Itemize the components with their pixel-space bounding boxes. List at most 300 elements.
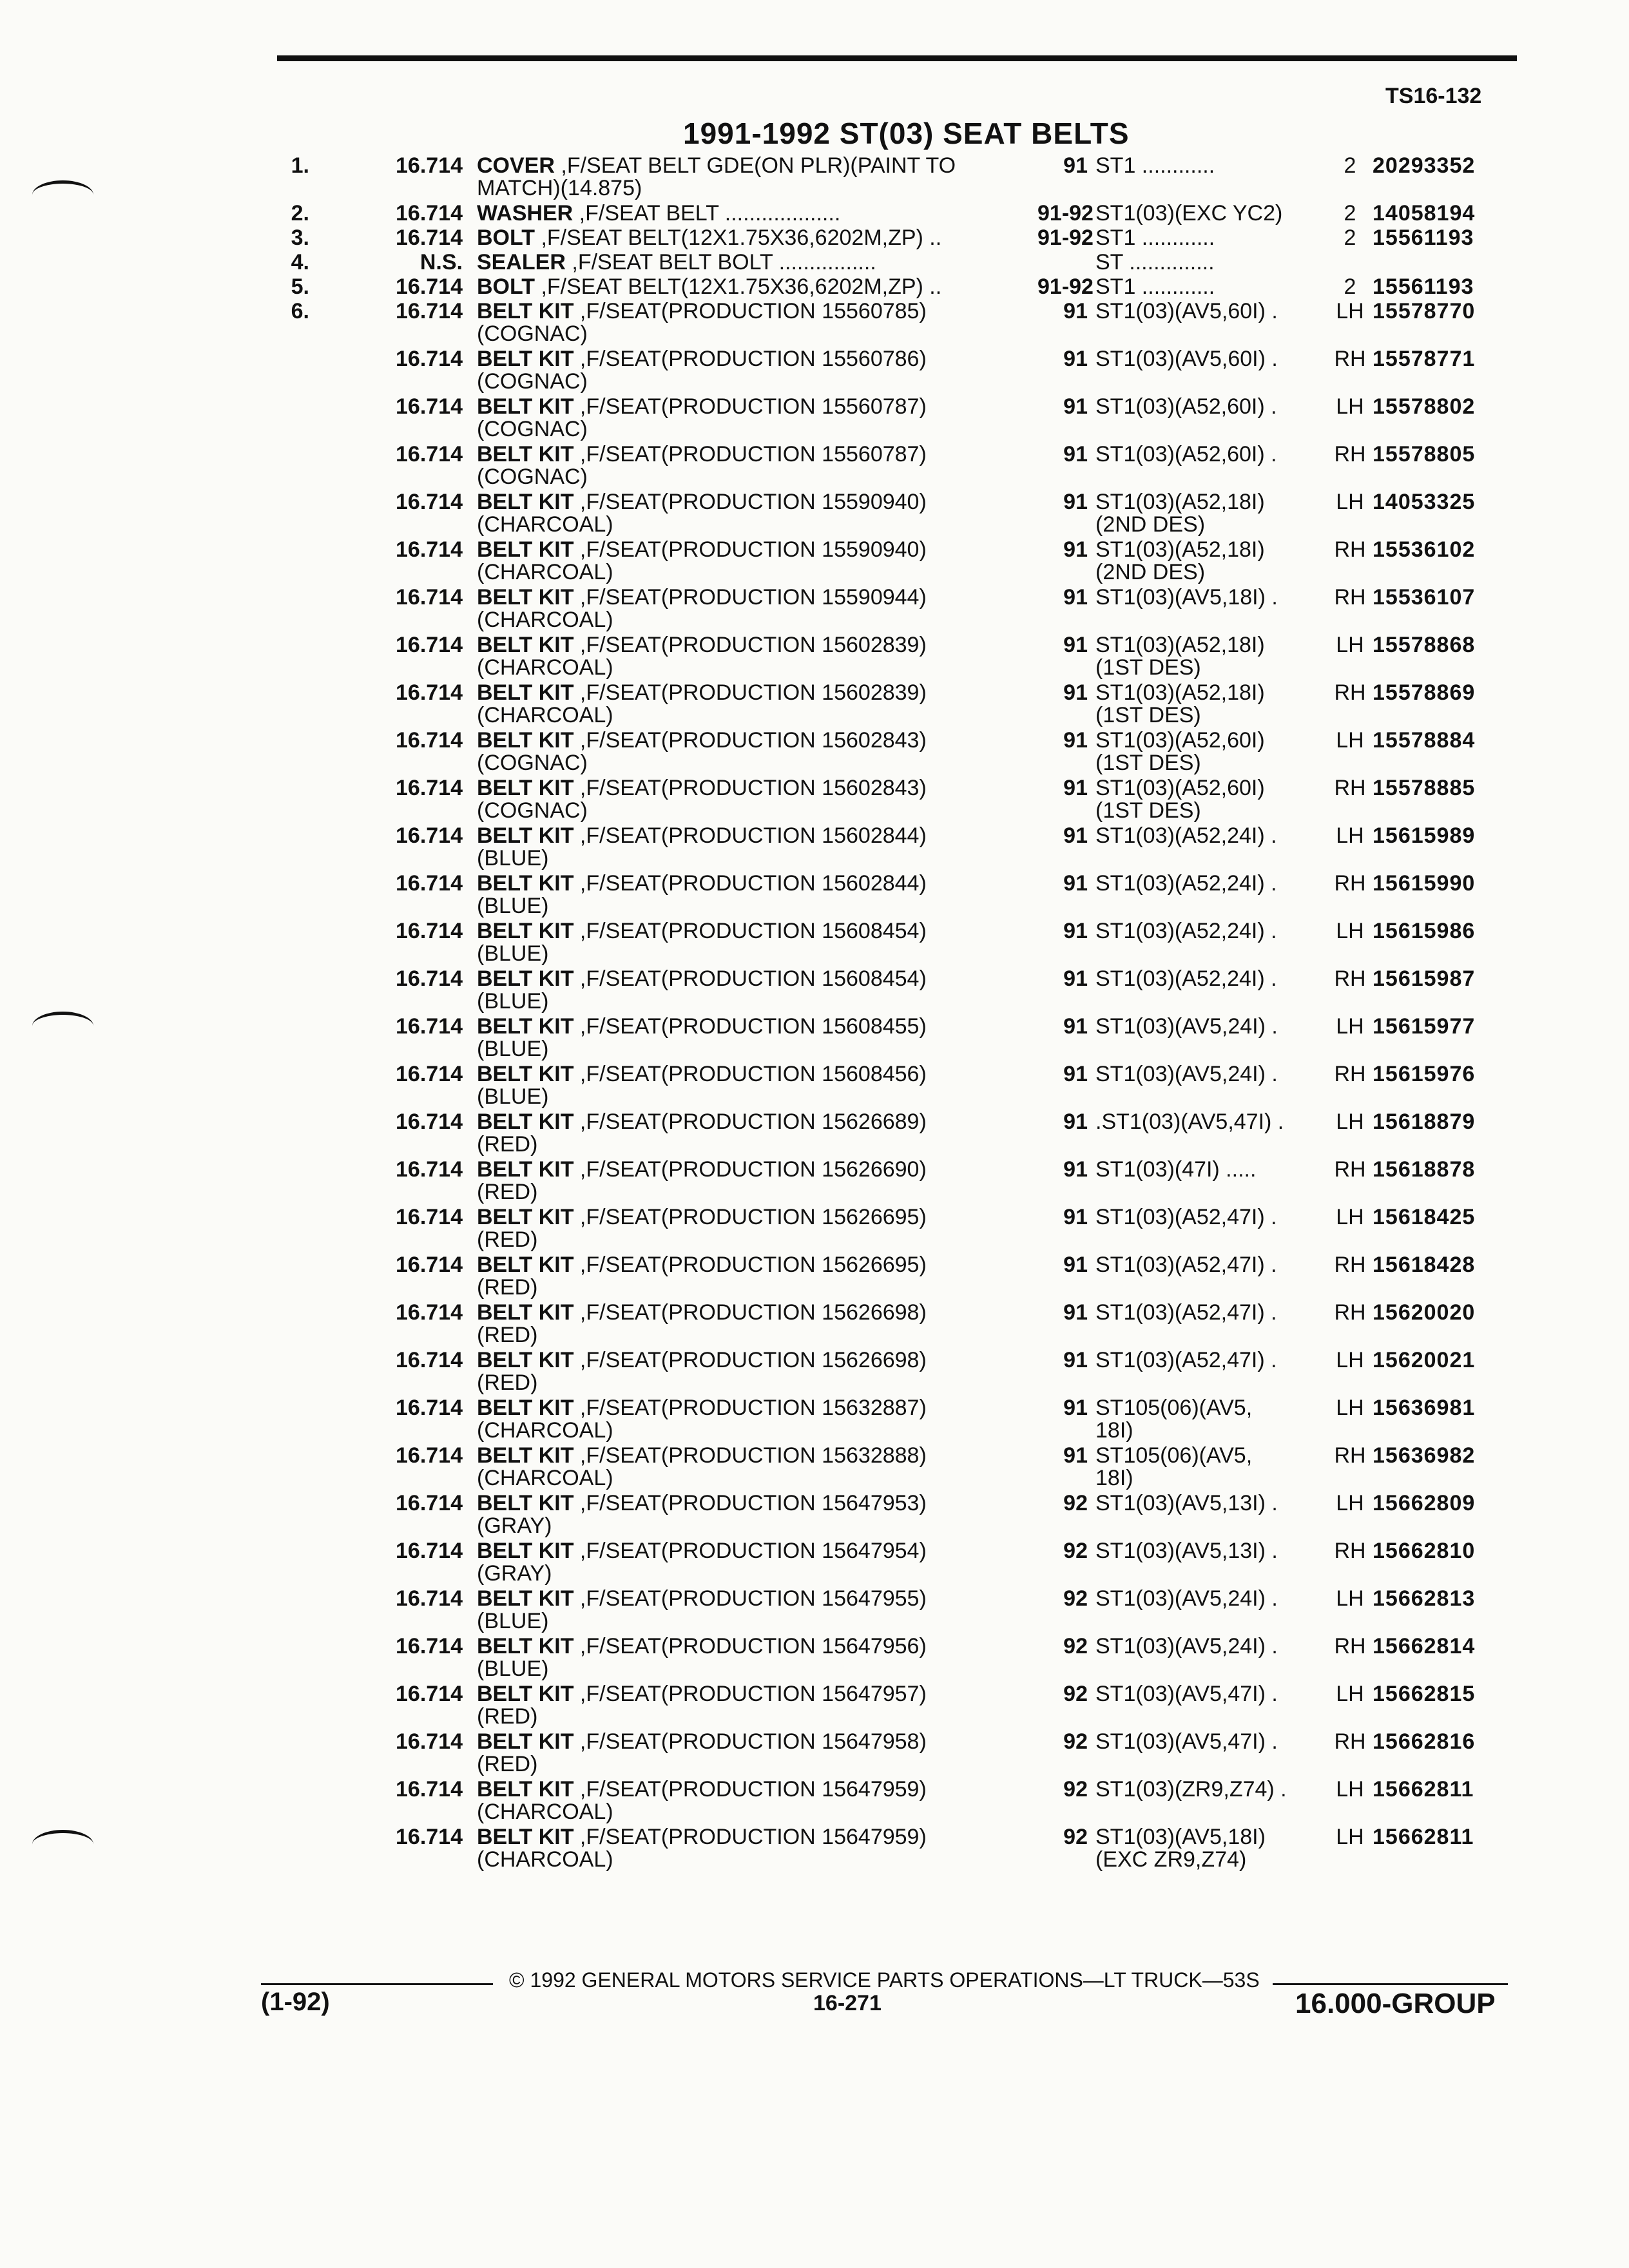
application xyxy=(1095,1302,1327,1349)
part-number: 15615977 xyxy=(1373,1014,1476,1039)
part-name: BELT KIT xyxy=(477,728,574,753)
group-number: 16.714 xyxy=(396,1110,463,1134)
application-line1: ST1(03)(A52,24I) . xyxy=(1095,871,1277,896)
application-line2: 18I) xyxy=(1095,1466,1133,1490)
item-number xyxy=(0,1015,322,1063)
quantity-side: RH xyxy=(1334,1062,1366,1086)
part-row xyxy=(0,1206,1629,1254)
part-row xyxy=(0,155,1629,202)
group-number: 16.714 xyxy=(396,1777,463,1802)
part-number: 15636981 xyxy=(1373,1396,1476,1420)
group-number: 16.714 xyxy=(396,201,463,226)
quantity-side: RH xyxy=(1334,442,1366,466)
group-number: 16.714 xyxy=(396,1300,463,1325)
part-description xyxy=(477,348,1037,396)
model-year: 91 xyxy=(1063,1157,1088,1182)
application xyxy=(1095,634,1327,682)
part-desc: ,F/SEAT(PRODUCTION 15560785) xyxy=(574,299,927,323)
application xyxy=(1095,348,1327,396)
model-year: 92 xyxy=(1063,1825,1088,1849)
application xyxy=(1095,1826,1327,1874)
part-number: 15578802 xyxy=(1373,394,1476,419)
part-desc: ,F/SEAT BELT ................... xyxy=(573,201,841,226)
part-desc-line2: (CHARCOAL) xyxy=(477,1466,613,1490)
part-description xyxy=(477,777,1037,825)
part-row xyxy=(0,539,1629,586)
item-number: 4. xyxy=(291,250,309,274)
item-number xyxy=(0,825,322,872)
application-line1: ST1(03)(AV5,24I) . xyxy=(1095,1586,1278,1611)
part-description xyxy=(477,1206,1037,1254)
part-row xyxy=(0,1731,1629,1778)
part-description xyxy=(477,251,1037,276)
part-row xyxy=(0,1588,1629,1635)
quantity-side: 2 xyxy=(1344,201,1356,226)
group-number: 16.714 xyxy=(396,1491,463,1515)
part-desc: ,F/SEAT(PRODUCTION 15647956) xyxy=(574,1634,927,1658)
part-desc-line2: (RED) xyxy=(477,1132,538,1157)
part-row xyxy=(0,872,1629,920)
part-row xyxy=(0,682,1629,729)
part-desc-line2: (BLUE) xyxy=(477,989,549,1014)
application-line1: ST1(03)(AV5,13I) . xyxy=(1095,1539,1278,1563)
application xyxy=(1095,396,1327,443)
part-desc-line2: (BLUE) xyxy=(477,1084,549,1109)
part-name: BELT KIT xyxy=(477,1157,574,1182)
part-desc: ,F/SEAT(PRODUCTION 15626698) xyxy=(574,1300,927,1325)
part-description xyxy=(477,682,1037,729)
item-number xyxy=(0,1635,322,1683)
model-year: 92 xyxy=(1063,1729,1088,1754)
quantity-side: RH xyxy=(1334,680,1366,705)
part-name: BELT KIT xyxy=(477,1348,574,1372)
part-number: 15636982 xyxy=(1373,1443,1476,1468)
quantity-side xyxy=(1327,251,1373,276)
group-number: 16.714 xyxy=(396,537,463,562)
part-number: 15615990 xyxy=(1373,871,1476,896)
part-row xyxy=(0,1540,1629,1588)
item-number xyxy=(0,348,322,396)
part-name: BELT KIT xyxy=(477,680,574,705)
part-name: BELT KIT xyxy=(477,919,574,943)
footer-page-number: 16-271 xyxy=(813,1991,882,2015)
part-desc: ,F/SEAT(PRODUCTION 15626698) xyxy=(574,1348,927,1372)
model-year: 91 xyxy=(1063,394,1088,419)
quantity-side: RH xyxy=(1334,1634,1366,1658)
part-desc-line2: (BLUE) xyxy=(477,894,549,918)
quantity-side: LH xyxy=(1336,1348,1364,1372)
part-row xyxy=(0,348,1629,396)
part-description xyxy=(477,634,1037,682)
part-row xyxy=(0,1111,1629,1158)
part-name: BELT KIT xyxy=(477,442,574,466)
part-number: 15662814 xyxy=(1373,1634,1476,1658)
application xyxy=(1095,1111,1327,1158)
part-description xyxy=(477,1588,1037,1635)
part-desc: ,F/SEAT BELT(12X1.75X36,6202M,ZP) .. xyxy=(535,226,942,250)
part-description xyxy=(477,443,1037,491)
quantity-side: RH xyxy=(1334,1300,1366,1325)
part-description xyxy=(477,1445,1037,1492)
part-name: BELT KIT xyxy=(477,1205,574,1229)
part-row xyxy=(0,586,1629,634)
application xyxy=(1095,300,1327,348)
part-row xyxy=(0,227,1629,251)
part-number: 15536107 xyxy=(1373,585,1476,610)
quantity-side: RH xyxy=(1334,776,1366,800)
model-year: 91 xyxy=(1063,1062,1088,1086)
application-line1: ST1(03)(AV5,24I) . xyxy=(1095,1634,1278,1658)
group-number: 16.714 xyxy=(396,1396,463,1420)
model-year: 91 xyxy=(1063,1396,1088,1420)
part-description xyxy=(477,1111,1037,1158)
model-year: 91 xyxy=(1063,633,1088,657)
model-year: 91-92 xyxy=(1037,201,1094,226)
part-description xyxy=(477,586,1037,634)
group-number: 16.714 xyxy=(396,919,463,943)
footer-copyright: © 1992 GENERAL MOTORS SERVICE PARTS OPERATIONS—LT TRUCK—53S xyxy=(509,1968,1260,1992)
application xyxy=(1095,1015,1327,1063)
part-row xyxy=(0,777,1629,825)
model-year xyxy=(1037,251,1095,276)
item-number xyxy=(0,1158,322,1206)
part-description xyxy=(477,227,1037,251)
part-number: 15662811 xyxy=(1373,1825,1474,1849)
part-number: 15561193 xyxy=(1373,274,1474,299)
part-number: 15578884 xyxy=(1373,728,1476,753)
part-number: 15561193 xyxy=(1373,226,1474,250)
part-desc: ,F/SEAT(PRODUCTION 15626690) xyxy=(574,1157,927,1182)
part-name: BELT KIT xyxy=(477,347,574,371)
part-description xyxy=(477,491,1037,539)
part-description xyxy=(477,1492,1037,1540)
part-number: 15578885 xyxy=(1373,776,1476,800)
part-desc: ,F/SEAT(PRODUCTION 15608456) xyxy=(574,1062,927,1086)
part-desc: ,F/SEAT(PRODUCTION 15647957) xyxy=(574,1682,927,1706)
group-number: 16.714 xyxy=(396,1205,463,1229)
model-year: 91 xyxy=(1063,728,1088,753)
group-number: 16.714 xyxy=(396,633,463,657)
group-number: 16.714 xyxy=(396,347,463,371)
part-number: 15578771 xyxy=(1373,347,1476,371)
part-row xyxy=(0,1445,1629,1492)
quantity-side: LH xyxy=(1336,1205,1364,1229)
part-desc-line2: (RED) xyxy=(477,1704,538,1729)
part-desc-line2: (CHARCOAL) xyxy=(477,512,613,537)
part-name: BELT KIT xyxy=(477,299,574,323)
part-row xyxy=(0,1683,1629,1731)
part-number: 15662813 xyxy=(1373,1586,1476,1611)
part-description xyxy=(477,729,1037,777)
model-year: 92 xyxy=(1063,1586,1088,1611)
item-number xyxy=(0,491,322,539)
part-name: BOLT xyxy=(477,274,535,299)
application-line1: ST1(03)(AV5,18I) . xyxy=(1095,585,1278,610)
item-number: 2. xyxy=(291,201,309,226)
group-number: 16.714 xyxy=(396,1157,463,1182)
application xyxy=(1095,968,1327,1015)
model-year: 92 xyxy=(1063,1539,1088,1563)
model-year: 91 xyxy=(1063,1014,1088,1039)
quantity-side: LH xyxy=(1336,1491,1364,1515)
application-line1: ST1(03)(A52,47I) . xyxy=(1095,1253,1277,1277)
application xyxy=(1095,682,1327,729)
group-number: 16.714 xyxy=(396,1825,463,1849)
part-number: 14053325 xyxy=(1373,490,1476,514)
part-desc: ,F/SEAT(PRODUCTION 15602844) xyxy=(574,823,927,848)
quantity-side: LH xyxy=(1336,728,1364,753)
group-number: 16.714 xyxy=(396,299,463,323)
part-row xyxy=(0,1397,1629,1445)
part-description xyxy=(477,1635,1037,1683)
part-desc: ,F/SEAT(PRODUCTION 15608454) xyxy=(574,966,927,991)
part-desc: ,F/SEAT(PRODUCTION 15602843) xyxy=(574,776,927,800)
item-number xyxy=(0,586,322,634)
application-line1: ST1(03)(AV5,60I) . xyxy=(1095,347,1278,371)
part-row xyxy=(0,1778,1629,1826)
model-year: 92 xyxy=(1063,1491,1088,1515)
item-number xyxy=(0,1302,322,1349)
item-number xyxy=(0,777,322,825)
application xyxy=(1095,1206,1327,1254)
application-line1: ST1(03)(A52,18I) xyxy=(1095,633,1265,657)
quantity-side: 2 xyxy=(1344,226,1356,250)
page-code: TS16-132 xyxy=(1385,84,1482,108)
application-line1: ST1(03)(A52,60I) xyxy=(1095,728,1265,753)
quantity-side: 2 xyxy=(1344,274,1356,299)
part-desc-line2: (CHARCOAL) xyxy=(477,1418,613,1443)
quantity-side: RH xyxy=(1334,1729,1366,1754)
part-number: 15662811 xyxy=(1373,1777,1474,1802)
model-year: 91-92 xyxy=(1037,226,1094,250)
application xyxy=(1095,777,1327,825)
part-description xyxy=(477,1349,1037,1397)
part-desc: ,F/SEAT(PRODUCTION 15602844) xyxy=(574,871,927,896)
group-number: 16.714 xyxy=(396,728,463,753)
application xyxy=(1095,1063,1327,1111)
application xyxy=(1095,1397,1327,1445)
part-name: BELT KIT xyxy=(477,1300,574,1325)
item-number xyxy=(0,729,322,777)
part-description xyxy=(477,825,1037,872)
part-number: 15578869 xyxy=(1373,680,1476,705)
application-line1: ST1(03)(A52,60I) . xyxy=(1095,394,1277,419)
part-desc-line2: (RED) xyxy=(477,1370,538,1395)
group-number: 16.714 xyxy=(396,442,463,466)
part-desc: ,F/SEAT(PRODUCTION 15602839) xyxy=(574,680,927,705)
application-line1: ST1(03)(A52,18I) xyxy=(1095,537,1265,562)
quantity-side: LH xyxy=(1336,490,1364,514)
part-description xyxy=(477,539,1037,586)
part-row xyxy=(0,634,1629,682)
model-year: 91 xyxy=(1063,153,1088,178)
group-number: N.S. xyxy=(419,250,463,274)
item-number xyxy=(0,1111,322,1158)
quantity-side: 2 xyxy=(1344,153,1356,178)
part-name: BELT KIT xyxy=(477,1014,574,1039)
part-desc: ,F/SEAT(PRODUCTION 15647953) xyxy=(574,1491,927,1515)
part-number: 15620021 xyxy=(1373,1348,1476,1372)
part-description xyxy=(477,1397,1037,1445)
application xyxy=(1095,202,1327,227)
part-number: 15662816 xyxy=(1373,1729,1476,1754)
quantity-side: LH xyxy=(1336,1014,1364,1039)
part-desc-line2: (RED) xyxy=(477,1752,538,1776)
application xyxy=(1095,729,1327,777)
application xyxy=(1095,920,1327,968)
item-number xyxy=(0,1778,322,1826)
application xyxy=(1095,1254,1327,1302)
application xyxy=(1095,1588,1327,1635)
part-name: BELT KIT xyxy=(477,1539,574,1563)
part-description xyxy=(477,1063,1037,1111)
item-number: 6. xyxy=(291,299,309,323)
group-number: 16.714 xyxy=(396,680,463,705)
application-line1: ST1(03)(A52,18I) xyxy=(1095,680,1265,705)
item-number xyxy=(0,1254,322,1302)
part-number: 15662809 xyxy=(1373,1491,1476,1515)
group-number: 16.714 xyxy=(396,153,463,178)
part-desc-line2: (CHARCOAL) xyxy=(477,1847,613,1872)
application-line1: ST1(03)(AV5,24I) . xyxy=(1095,1062,1278,1086)
application-line2: 18I) xyxy=(1095,1418,1133,1443)
quantity-side: RH xyxy=(1334,1443,1366,1468)
part-number: 15618425 xyxy=(1373,1205,1476,1229)
application-line1: ST1(03)(AV5,47I) . xyxy=(1095,1682,1278,1706)
group-number: 16.714 xyxy=(396,776,463,800)
application xyxy=(1095,825,1327,872)
application xyxy=(1095,1731,1327,1778)
part-desc-line2: (COGNAC) xyxy=(477,465,588,489)
group-number: 16.714 xyxy=(396,823,463,848)
part-row xyxy=(0,1492,1629,1540)
model-year: 91 xyxy=(1063,1205,1088,1229)
part-desc: ,F/SEAT(PRODUCTION 15608455) xyxy=(574,1014,927,1039)
part-desc-line2: (BLUE) xyxy=(477,846,549,870)
group-number: 16.714 xyxy=(396,1729,463,1754)
quantity-side: RH xyxy=(1334,537,1366,562)
part-number: 15615986 xyxy=(1373,919,1476,943)
model-year: 91 xyxy=(1063,1110,1088,1134)
part-name: BELT KIT xyxy=(477,823,574,848)
part-row xyxy=(0,202,1629,227)
part-name: SEALER xyxy=(477,250,566,274)
part-row xyxy=(0,1158,1629,1206)
group-number: 16.714 xyxy=(396,1443,463,1468)
footer-rule-right xyxy=(1273,1983,1508,1985)
part-number: 20293352 xyxy=(1373,153,1476,178)
part-name: BELT KIT xyxy=(477,1110,574,1134)
application xyxy=(1095,586,1327,634)
footer-rule-left xyxy=(261,1983,493,1985)
part-number: 15618879 xyxy=(1373,1110,1476,1134)
part-description xyxy=(477,396,1037,443)
part-desc-line2: (GRAY) xyxy=(477,1561,552,1586)
model-year: 91 xyxy=(1063,1300,1088,1325)
item-number: 3. xyxy=(291,226,309,250)
part-description xyxy=(477,968,1037,1015)
application-line1: ST105(06)(AV5, xyxy=(1095,1396,1253,1420)
part-desc-line2: (BLUE) xyxy=(477,941,549,966)
part-number: 15615976 xyxy=(1373,1062,1476,1086)
application xyxy=(1095,1492,1327,1540)
quantity-side: RH xyxy=(1334,966,1366,991)
application xyxy=(1095,1683,1327,1731)
part-description xyxy=(477,1778,1037,1826)
part-description xyxy=(477,1254,1037,1302)
application-line1: ST105(06)(AV5, xyxy=(1095,1443,1253,1468)
part-desc-line2: (COGNAC) xyxy=(477,417,588,441)
item-number xyxy=(0,443,322,491)
part-name: BELT KIT xyxy=(477,1443,574,1468)
part-desc: ,F/SEAT(PRODUCTION 15647959) xyxy=(574,1777,927,1802)
quantity-side: LH xyxy=(1336,1777,1364,1802)
quantity-side: LH xyxy=(1336,1825,1364,1849)
group-number: 16.714 xyxy=(396,585,463,610)
part-name: BELT KIT xyxy=(477,1729,574,1754)
part-name: BELT KIT xyxy=(477,633,574,657)
group-number: 16.714 xyxy=(396,394,463,419)
part-desc-line2: (COGNAC) xyxy=(477,369,588,394)
application xyxy=(1095,1158,1327,1206)
application xyxy=(1095,1349,1327,1397)
part-description xyxy=(477,155,1037,202)
item-number xyxy=(0,1588,322,1635)
model-year: 91 xyxy=(1063,1348,1088,1372)
quantity-side: LH xyxy=(1336,823,1364,848)
quantity-side: RH xyxy=(1334,871,1366,896)
model-year: 91 xyxy=(1063,776,1088,800)
part-desc-line2: (BLUE) xyxy=(477,1657,549,1681)
part-name: BELT KIT xyxy=(477,585,574,610)
part-desc: ,F/SEAT(PRODUCTION 15590944) xyxy=(574,585,927,610)
part-number: 15615987 xyxy=(1373,966,1476,991)
part-name: BELT KIT xyxy=(477,537,574,562)
item-number: 5. xyxy=(291,274,309,299)
group-number: 16.714 xyxy=(396,1682,463,1706)
page-title: 1991-1992 ST(03) SEAT BELTS xyxy=(683,117,1130,150)
item-number xyxy=(0,1206,322,1254)
application-line2: (1ST DES) xyxy=(1095,798,1201,823)
model-year: 91 xyxy=(1063,585,1088,610)
part-name: BELT KIT xyxy=(477,1634,574,1658)
part-desc-line2: (BLUE) xyxy=(477,1037,549,1061)
part-desc: ,F/SEAT(PRODUCTION 15647954) xyxy=(574,1539,927,1563)
part-number: 15662815 xyxy=(1373,1682,1476,1706)
part-description xyxy=(477,1826,1037,1874)
part-desc-line2: (CHARCOAL) xyxy=(477,560,613,584)
part-desc-line2: (RED) xyxy=(477,1227,538,1252)
part-row xyxy=(0,1349,1629,1397)
part-description xyxy=(477,1731,1037,1778)
part-number: 14058194 xyxy=(1373,201,1476,226)
group-number: 16.714 xyxy=(396,1539,463,1563)
model-year: 91 xyxy=(1063,347,1088,371)
part-desc: ,F/SEAT(PRODUCTION 15647955) xyxy=(574,1586,927,1611)
part-desc: ,F/SEAT(PRODUCTION 15560787) xyxy=(574,394,927,419)
application-line1: ST1(03)(AV5,18I) xyxy=(1095,1825,1266,1849)
part-name: BOLT xyxy=(477,226,535,250)
part-name: BELT KIT xyxy=(477,1586,574,1611)
part-desc-line2: MATCH)(14.875) xyxy=(477,176,642,200)
application-line1: ST1(03)(A52,47I) . xyxy=(1095,1348,1277,1372)
group-number: 16.714 xyxy=(396,274,463,299)
parts-list xyxy=(0,155,1629,1874)
top-rule xyxy=(277,55,1517,61)
item-number xyxy=(0,1063,322,1111)
part-desc: ,F/SEAT BELT BOLT ................ xyxy=(565,250,876,274)
quantity-side: LH xyxy=(1336,1586,1364,1611)
